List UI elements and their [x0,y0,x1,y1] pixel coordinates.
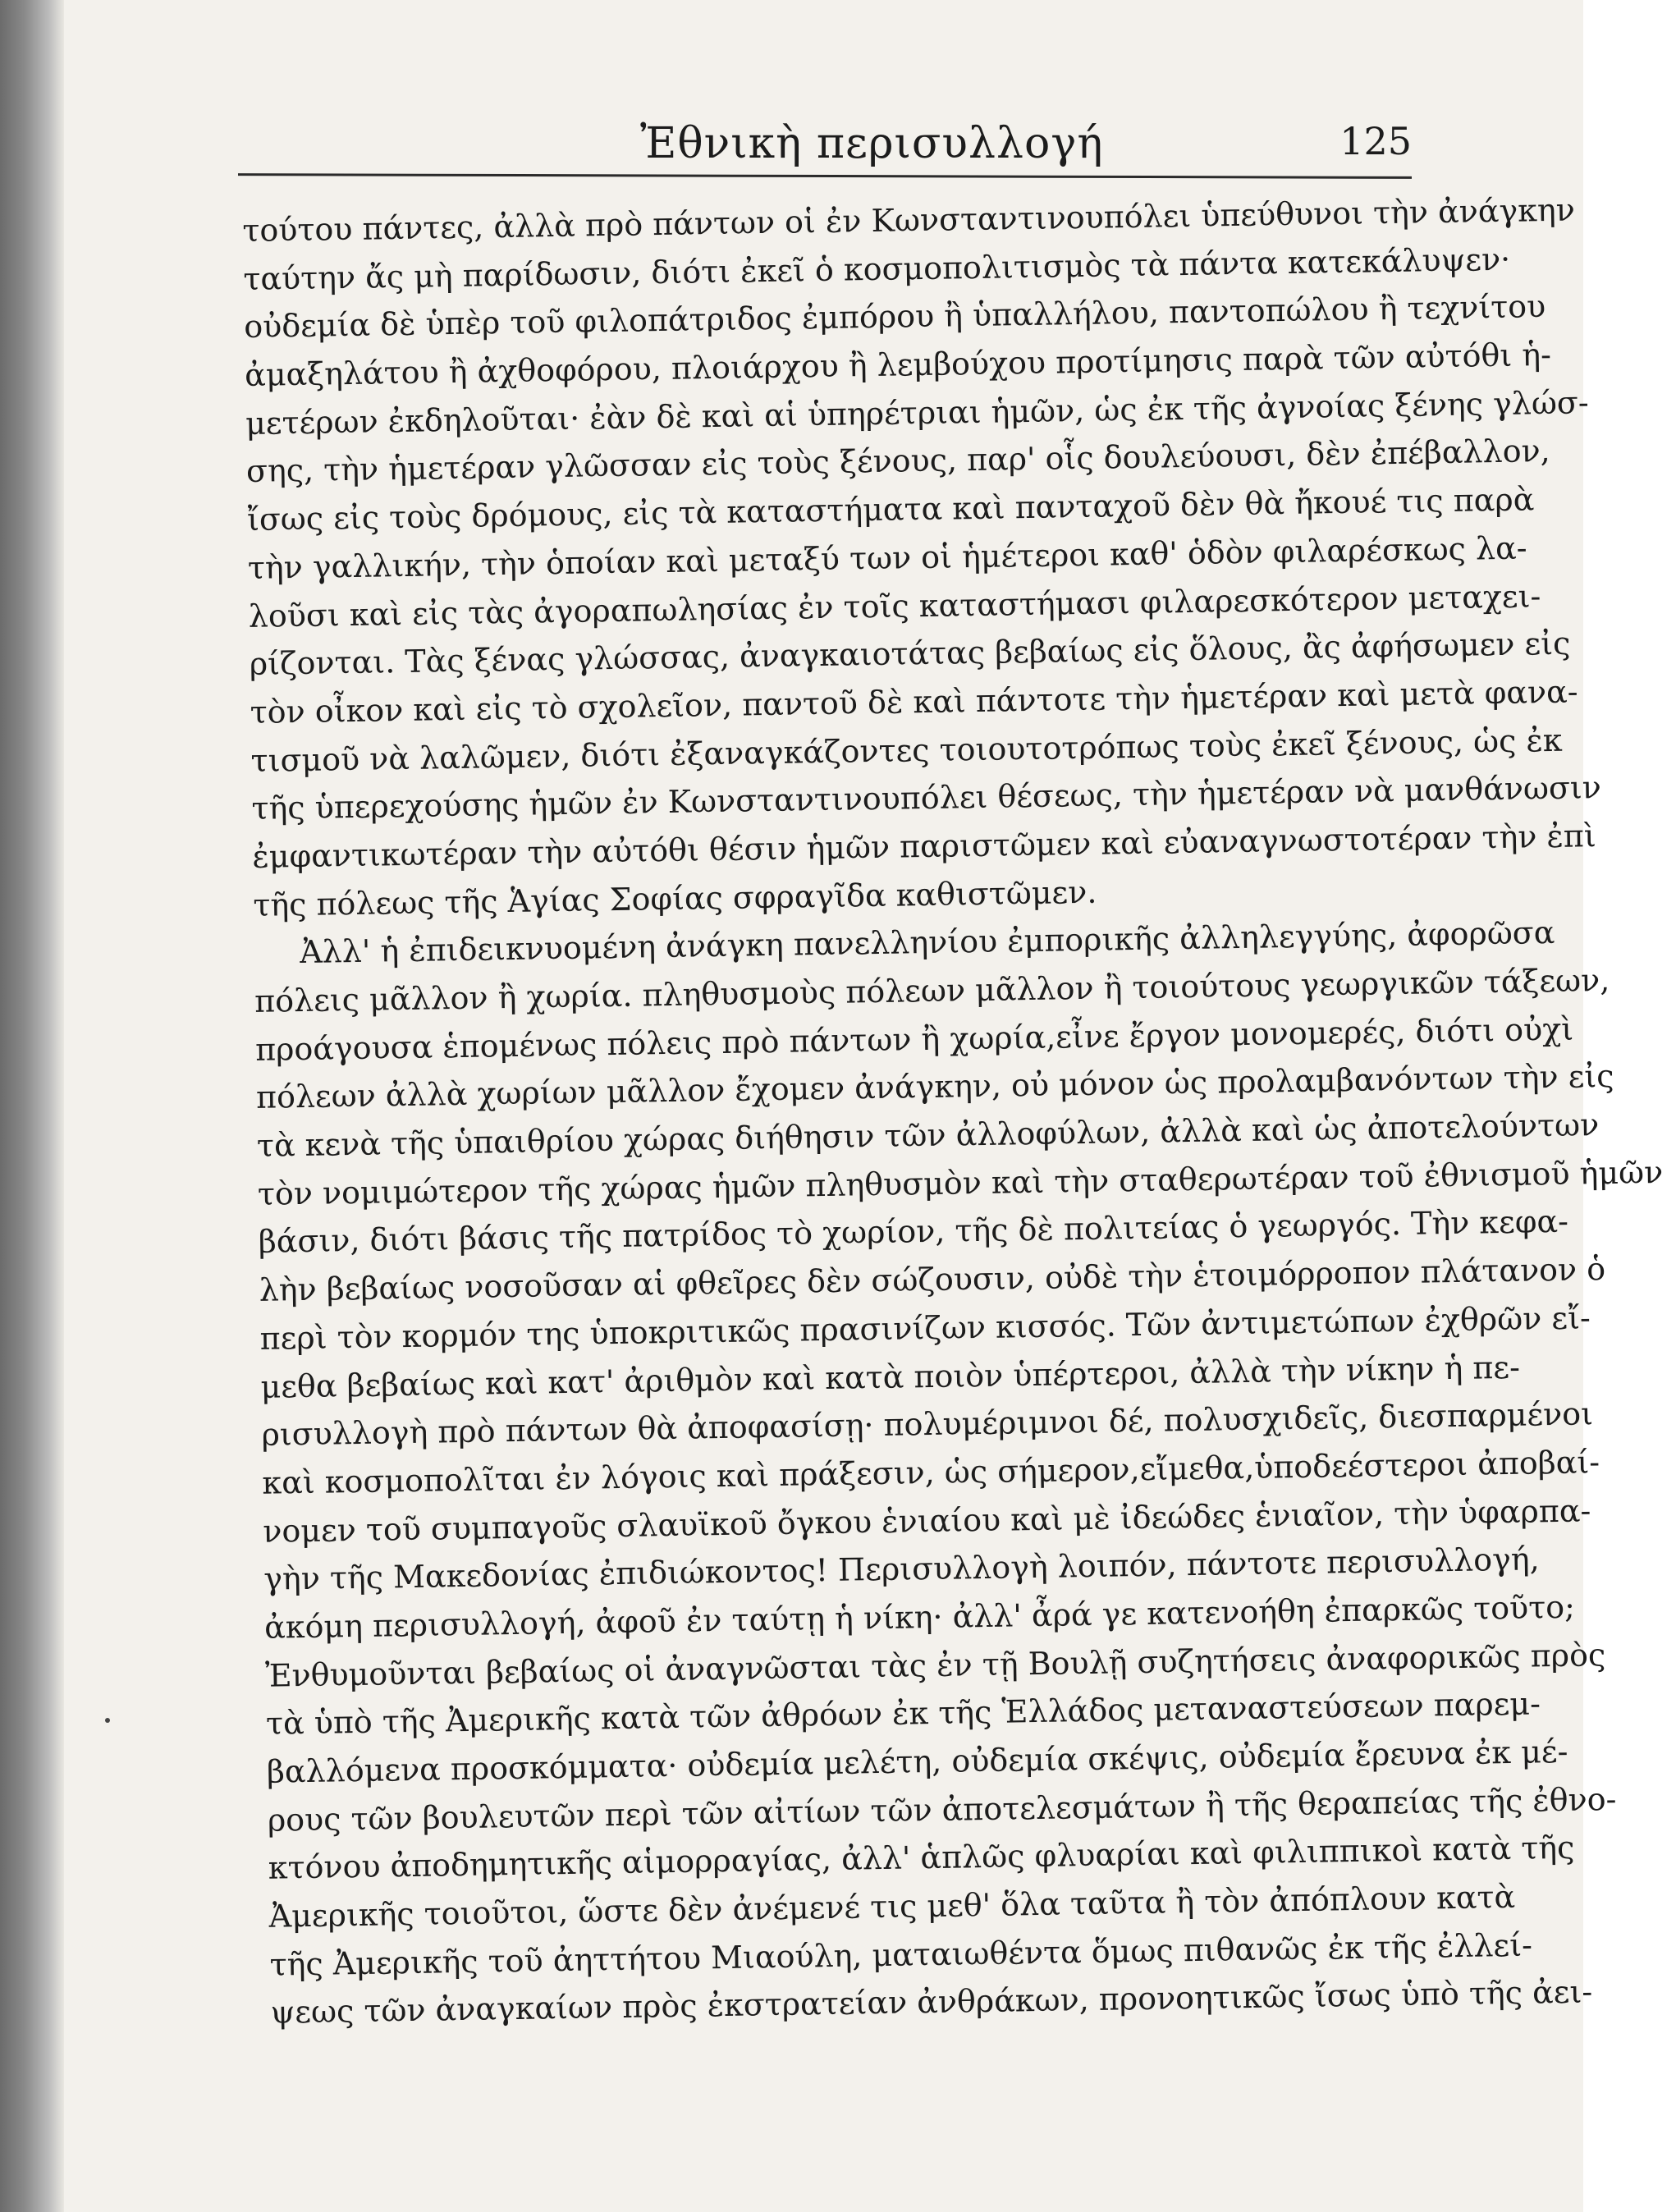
text-line: Ἀμερικῆς τοιοῦτοι, ὥστε δὲν ἀνέμενέ τις μεθ' ὅλα ταῦτα ἢ τὸν ἀπόπλουν κατὰ [268,1878,1516,1935]
text-line: ἐμφαντικωτέραν τὴν αὐτόθι θέσιν ἡμῶν παριστῶμεν καὶ εὐαναγνωστοτέραν τὴν ἐπὶ [252,817,1597,875]
text-line: ψεως τῶν ἀναγκαίων πρὸς ἐκστρατείαν ἀνθράκων, προνοητικῶς ἴσως ὑπὸ τῆς ἀει- [270,1973,1593,2031]
text-line: ταύτην ἄς μὴ παρίδωσιν, διότι ἐκεῖ ὁ κοσμοπολιτισμὸς τὰ πάντα κατεκάλυψεν· [243,240,1511,297]
text-line: τὴν γαλλικήν, τὴν ὁποίαν καὶ μεταξύ των οἱ ἡμέτεροι καθ' ὁδὸν φιλαρέσκως λα- [247,529,1527,586]
text-line: τὸν οἶκον καὶ εἰς τὸ σχολεῖον, παντοῦ δὲ καὶ πάντοτε τὴν ἡμετέραν καὶ μετὰ φανα- [250,673,1578,730]
text-line: μετέρων ἐκδηλοῦται· ἐὰν δὲ καὶ αἱ ὑπηρέτριαι ἡμῶν, ὡς ἐκ τῆς ἀγνοίας ξένης γλώσ- [245,384,1589,442]
text-line: ρισυλλογὴ πρὸ πάντων θὰ ἀποφασίσῃ· πολυμέριμνοι δέ, πολυσχιδεῖς, διεσπαρμένοι [261,1395,1594,1454]
text-line: βαλλόμενα προσκόμματα· οὐδεμία μελέτη, οὐδεμία σκέψις, οὐδεμία ἔρευνα ἐκ μέ- [266,1733,1568,1790]
text-line: ἀμαξηλάτου ἢ ἀχθοφόρου, πλοιάρχου ἢ λεμβούχου προτίμησις παρὰ τῶν αὐτόθι ἡ- [244,337,1552,394]
text-line: πόλεις μᾶλλον ἢ χωρία. πληθυσμοὺς πόλεων μᾶλλον ἢ τοιούτους γεωργικῶν τάξεων, [254,961,1610,1019]
text-line: τῆς Ἀμερικῆς τοῦ ἀηττήτου Μιαούλη, ματαιωθέντα ὅμως πιθανῶς ἐκ τῆς ἐλλεί- [269,1926,1533,1983]
text-line: βάσιν, διότι βάσις τῆς πατρίδος τὸ χωρίον, τῆς δὲ πολιτείας ὁ γεωργός. Τὴν κεφα- [258,1203,1569,1261]
text-line: τὰ ὑπὸ τῆς Ἀμερικῆς κατὰ τῶν ἀθρόων ἐκ τῆς Ἑλλάδος μεταναστεύσεων παρεμ- [265,1685,1541,1743]
body-text [242,188,1664,2036]
text-line: τὸν νομιμώτερον τῆς χώρας ἡμῶν πληθυσμὸν καὶ τὴν σταθερωτέραν τοῦ ἐθνισμοῦ ἡμῶν [257,1153,1664,1212]
page-binding-edge [0,0,64,2212]
text-line: πόλεων ἀλλὰ χωρίων μᾶλλον ἔχομεν ἀνάγκην, οὐ μόνον ὡς προλαμβανόντων τὴν εἰς [255,1058,1614,1116]
text-line: προάγουσα ἑπομένως πόλεις πρὸ πάντων ἢ χωρία,εἶνε ἔργον μονομερές, διότι οὐχὶ [254,1010,1574,1068]
text-line: ρίζονται. Τὰς ξένας γλώσσας, ἀναγκαιοτάτας βεβαίως εἰς ὅλους, ἂς ἀφήσωμεν εἰς [249,625,1571,683]
text-line: νομεν τοῦ συμπαγοῦς σλαυϊκοῦ ὄγκου ἑνιαίου καὶ μὲ ἰδεώδες ἑνιαῖον, τὴν ὑφαρπα- [262,1491,1591,1550]
text-line: γὴν τῆς Μακεδονίας ἐπιδιώκοντος! Περισυλλογὴ λοιπόν, πάντοτε περισυλλογή, [263,1541,1540,1598]
text-line: τούτου πάντες, ἀλλὰ πρὸ πάντων οἱ ἐν Κωνσταντινουπόλει ὑπεύθυνοι τὴν ἀνάγκην [242,191,1576,249]
text-line: Ἀλλ' ἡ ἐπιδεικνυομένη ἀνάγκη πανελληνίου ἐμπορικῆς ἀλληλεγγύης, ἀφορῶσα [299,914,1555,971]
text-line: σης, τὴν ἡμετέραν γλῶσσαν εἰς τοὺς ξένους, παρ' οἷς δουλεύουσι, δὲν ἐπέβαλλον, [245,433,1551,490]
text-line: τισμοῦ νὰ λαλῶμεν, διότι ἐξαναγκάζοντες τοιουτοτρόπως τοὺς ἐκεῖ ξένους, ὡς ἐκ [250,721,1563,779]
text-line: τῆς πόλεως τῆς Ἁγίας Σοφίας σφραγῖδα καθιστῶμεν. [253,873,1097,923]
text-line: ἀκόμη περισυλλογή, ἀφοῦ ἐν ταύτῃ ἡ νίκη· ἀλλ' ἆρά γε κατενοήθη ἐπαρκῶς τοῦτο; [263,1588,1576,1646]
text-line: περὶ τὸν κορμόν της ὑποκριτικῶς πρασινίζων κισσός. Τῶν ἀντιμετώπων ἐχθρῶν εἴ- [259,1299,1591,1357]
text-line: τὰ κενὰ τῆς ὑπαιθρίου χώρας διήθησιν τῶν ἀλλοφύλων, ἀλλὰ καὶ ὡς ἀποτελούντων [256,1106,1600,1164]
text-line: κτόνου ἀποδημητικῆς αἱμορραγίας, ἀλλ' ἁπλῶς φλυαρίαι καὶ φιλιππικοὶ κατὰ τῆς [268,1830,1575,1887]
running-title: Ἐθνικὴ περισυλλογή [640,119,1104,168]
text-line: λοῦσι καὶ εἰς τὰς ἀγοραπωλησίας ἐν τοῖς καταστήμασι φιλαρεσκότερον μεταχει- [248,577,1541,634]
page-number: 125 [1339,119,1412,163]
text-line: καὶ κοσμοπολῖται ἐν λόγοις καὶ πράξεσιν, ὡς σήμερον,εἴμεθα,ὑποδεέστεροι ἀποβαί- [262,1444,1600,1501]
text-line: λὴν βεβαίως νοσοῦσαν αἱ φθεῖρες δὲν σώζουσιν, οὐδὲ τὴν ἑτοιμόρροπον πλάτανον ὁ [259,1251,1606,1308]
text-line: οὐδεμία δὲ ὑπὲρ τοῦ φιλοπάτριδος ἐμπόρου ἢ ὑπαλλήλου, παντοπώλου ἢ τεχνίτου [243,288,1546,346]
ink-speck [105,1718,110,1723]
text-line: ἴσως εἰς τοὺς δρόμους, εἰς τὰ καταστήματα καὶ πανταχοῦ δὲν θὰ ἤκουέ τις παρὰ [246,481,1535,538]
text-line: μεθα βεβαίως καὶ κατ' ἀριθμὸν καὶ κατὰ ποιὸν ὑπέρτεροι, ἀλλὰ τὴν νίκην ἡ πε- [260,1349,1521,1405]
text-line: Ἐνθυμοῦνται βεβαίως οἱ ἀναγνῶσται τὰς ἐν τῇ Βουλῇ συζητήσεις ἀναφορικῶς πρὸς [264,1636,1606,1694]
text-line: τῆς ὑπερεχούσης ἡμῶν ἐν Κωνσταντινουπόλει θέσεως, τὴν ἡμετέραν νὰ μανθάνωσιν [251,769,1602,827]
text-line: ρους τῶν βουλευτῶν περὶ τῶν αἰτίων τῶν ἀποτελεσμάτων ἢ τῆς θεραπείας τῆς ἐθνο- [267,1780,1617,1839]
